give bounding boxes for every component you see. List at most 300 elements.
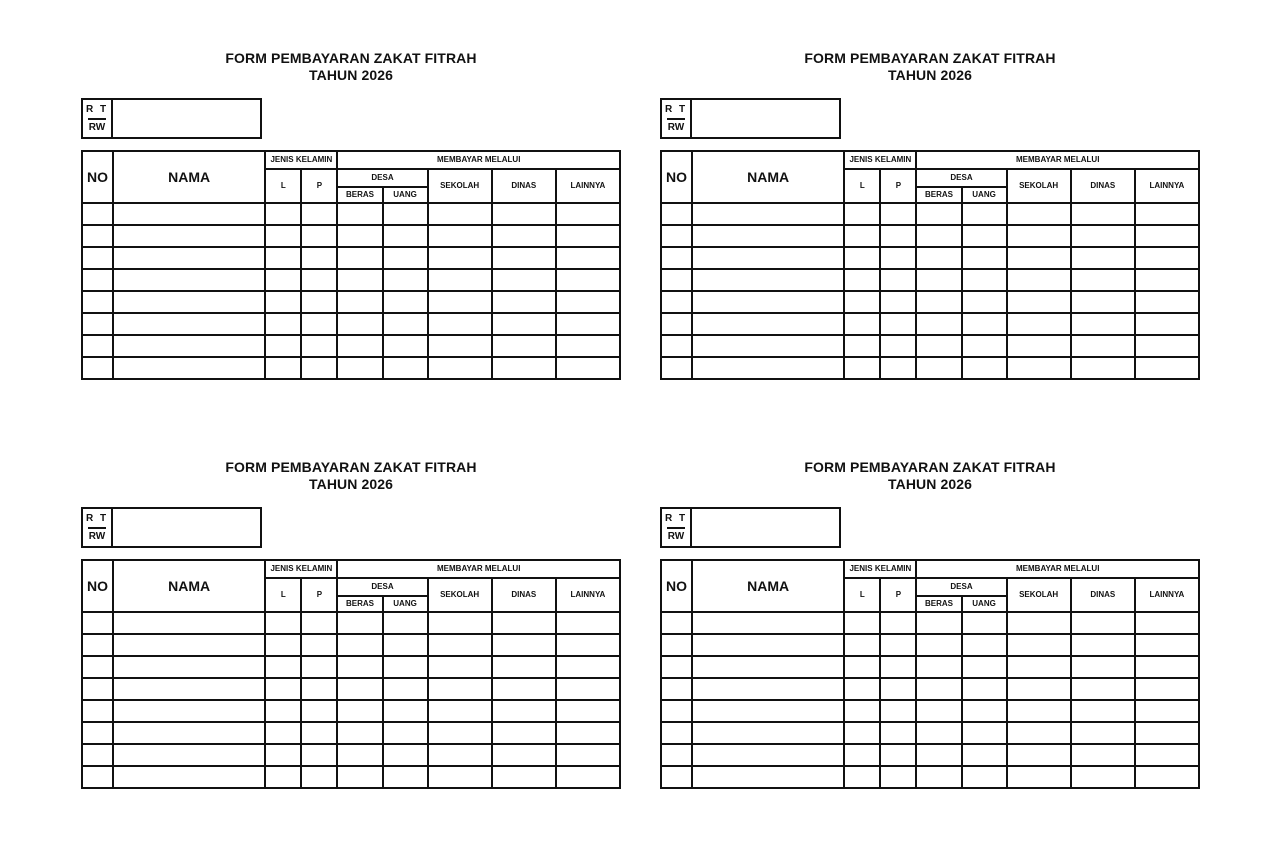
- cell-p[interactable]: [880, 634, 916, 656]
- cell-dinas[interactable]: [1071, 269, 1135, 291]
- cell-nama[interactable]: [113, 335, 265, 357]
- cell-no[interactable]: [661, 634, 692, 656]
- cell-beras[interactable]: [337, 722, 382, 744]
- cell-no[interactable]: [661, 313, 692, 335]
- cell-uang[interactable]: [962, 247, 1007, 269]
- cell-nama[interactable]: [113, 269, 265, 291]
- cell-lainnya[interactable]: [556, 612, 620, 634]
- cell-sekolah[interactable]: [428, 247, 492, 269]
- cell-uang[interactable]: [962, 357, 1007, 379]
- cell-lainnya[interactable]: [1135, 269, 1199, 291]
- cell-dinas[interactable]: [1071, 766, 1135, 788]
- cell-nama[interactable]: [692, 203, 844, 225]
- cell-dinas[interactable]: [492, 722, 556, 744]
- cell-dinas[interactable]: [1071, 656, 1135, 678]
- cell-sekolah[interactable]: [428, 203, 492, 225]
- cell-lainnya[interactable]: [1135, 656, 1199, 678]
- cell-no[interactable]: [661, 357, 692, 379]
- cell-sekolah[interactable]: [1007, 357, 1071, 379]
- cell-lainnya[interactable]: [556, 678, 620, 700]
- cell-l[interactable]: [844, 678, 880, 700]
- cell-lainnya[interactable]: [556, 335, 620, 357]
- cell-sekolah[interactable]: [428, 313, 492, 335]
- cell-nama[interactable]: [692, 700, 844, 722]
- cell-sekolah[interactable]: [1007, 612, 1071, 634]
- cell-no[interactable]: [82, 744, 113, 766]
- cell-p[interactable]: [301, 225, 337, 247]
- cell-nama[interactable]: [692, 313, 844, 335]
- cell-uang[interactable]: [383, 225, 428, 247]
- cell-beras[interactable]: [916, 722, 961, 744]
- rt-rw-box: [81, 507, 262, 548]
- rt-rw-input[interactable]: [692, 100, 839, 137]
- cell-p[interactable]: [301, 722, 337, 744]
- cell-dinas[interactable]: [492, 634, 556, 656]
- cell-nama[interactable]: [113, 634, 265, 656]
- cell-lainnya[interactable]: [1135, 766, 1199, 788]
- cell-uang[interactable]: [962, 203, 1007, 225]
- cell-nama[interactable]: [692, 357, 844, 379]
- cell-lainnya[interactable]: [1135, 612, 1199, 634]
- cell-nama[interactable]: [113, 744, 265, 766]
- cell-p[interactable]: [301, 357, 337, 379]
- cell-uang[interactable]: [383, 269, 428, 291]
- cell-nama[interactable]: [113, 766, 265, 788]
- cell-no[interactable]: [661, 678, 692, 700]
- cell-no[interactable]: [82, 678, 113, 700]
- cell-no[interactable]: [82, 313, 113, 335]
- cell-nama[interactable]: [113, 656, 265, 678]
- cell-nama[interactable]: [113, 722, 265, 744]
- cell-sekolah[interactable]: [1007, 700, 1071, 722]
- cell-no[interactable]: [82, 766, 113, 788]
- cell-nama[interactable]: [692, 247, 844, 269]
- cell-beras[interactable]: [916, 357, 961, 379]
- cell-no[interactable]: [82, 634, 113, 656]
- cell-beras[interactable]: [337, 612, 382, 634]
- cell-beras[interactable]: [916, 678, 961, 700]
- cell-p[interactable]: [301, 313, 337, 335]
- cell-l[interactable]: [844, 744, 880, 766]
- cell-beras[interactable]: [916, 313, 961, 335]
- cell-p[interactable]: [880, 766, 916, 788]
- cell-uang[interactable]: [383, 744, 428, 766]
- cell-beras[interactable]: [337, 700, 382, 722]
- cell-p[interactable]: [301, 203, 337, 225]
- cell-p[interactable]: [301, 634, 337, 656]
- cell-dinas[interactable]: [492, 678, 556, 700]
- cell-dinas[interactable]: [492, 291, 556, 313]
- cell-uang[interactable]: [383, 766, 428, 788]
- cell-p[interactable]: [880, 313, 916, 335]
- cell-l[interactable]: [844, 247, 880, 269]
- cell-sekolah[interactable]: [428, 612, 492, 634]
- cell-l[interactable]: [844, 722, 880, 744]
- cell-p[interactable]: [301, 269, 337, 291]
- cell-l[interactable]: [844, 335, 880, 357]
- cell-beras[interactable]: [337, 269, 382, 291]
- cell-no[interactable]: [661, 269, 692, 291]
- cell-lainnya[interactable]: [556, 225, 620, 247]
- cell-uang[interactable]: [383, 313, 428, 335]
- cell-p[interactable]: [880, 247, 916, 269]
- cell-uang[interactable]: [962, 269, 1007, 291]
- cell-uang[interactable]: [383, 678, 428, 700]
- cell-lainnya[interactable]: [1135, 722, 1199, 744]
- cell-l[interactable]: [844, 357, 880, 379]
- rt-rw-input[interactable]: [113, 100, 260, 137]
- cell-uang[interactable]: [962, 656, 1007, 678]
- cell-lainnya[interactable]: [1135, 700, 1199, 722]
- rt-rw-input[interactable]: [113, 509, 260, 546]
- cell-lainnya[interactable]: [1135, 744, 1199, 766]
- cell-p[interactable]: [880, 700, 916, 722]
- table-row: [661, 335, 1199, 357]
- cell-sekolah[interactable]: [428, 722, 492, 744]
- cell-uang[interactable]: [962, 225, 1007, 247]
- cell-l[interactable]: [265, 656, 301, 678]
- cell-p[interactable]: [301, 656, 337, 678]
- cell-nama[interactable]: [692, 291, 844, 313]
- cell-sekolah[interactable]: [428, 335, 492, 357]
- cell-l[interactable]: [844, 700, 880, 722]
- cell-dinas[interactable]: [1071, 700, 1135, 722]
- cell-lainnya[interactable]: [1135, 313, 1199, 335]
- cell-l[interactable]: [265, 612, 301, 634]
- cell-lainnya[interactable]: [1135, 357, 1199, 379]
- cell-sekolah[interactable]: [428, 766, 492, 788]
- cell-dinas[interactable]: [1071, 357, 1135, 379]
- cell-p[interactable]: [880, 722, 916, 744]
- cell-beras[interactable]: [337, 678, 382, 700]
- cell-p[interactable]: [880, 612, 916, 634]
- cell-p[interactable]: [880, 656, 916, 678]
- cell-nama[interactable]: [113, 225, 265, 247]
- cell-nama[interactable]: [113, 700, 265, 722]
- cell-dinas[interactable]: [1071, 225, 1135, 247]
- cell-dinas[interactable]: [1071, 722, 1135, 744]
- cell-dinas[interactable]: [492, 656, 556, 678]
- cell-nama[interactable]: [692, 656, 844, 678]
- cell-lainnya[interactable]: [556, 269, 620, 291]
- cell-beras[interactable]: [337, 203, 382, 225]
- cell-lainnya[interactable]: [556, 656, 620, 678]
- cell-l[interactable]: [265, 357, 301, 379]
- cell-beras[interactable]: [916, 744, 961, 766]
- cell-sekolah[interactable]: [1007, 269, 1071, 291]
- cell-dinas[interactable]: [492, 766, 556, 788]
- cell-l[interactable]: [265, 700, 301, 722]
- cell-lainnya[interactable]: [556, 357, 620, 379]
- cell-sekolah[interactable]: [428, 744, 492, 766]
- cell-uang[interactable]: [383, 634, 428, 656]
- cell-beras[interactable]: [337, 247, 382, 269]
- cell-beras[interactable]: [916, 700, 961, 722]
- cell-nama[interactable]: [692, 744, 844, 766]
- cell-beras[interactable]: [916, 335, 961, 357]
- table-row: [82, 700, 620, 722]
- cell-l[interactable]: [265, 678, 301, 700]
- cell-beras[interactable]: [916, 291, 961, 313]
- cell-beras[interactable]: [916, 766, 961, 788]
- cell-no[interactable]: [82, 247, 113, 269]
- cell-no[interactable]: [661, 766, 692, 788]
- cell-p[interactable]: [301, 744, 337, 766]
- cell-sekolah[interactable]: [1007, 766, 1071, 788]
- cell-uang[interactable]: [962, 612, 1007, 634]
- cell-l[interactable]: [265, 291, 301, 313]
- cell-lainnya[interactable]: [556, 722, 620, 744]
- cell-beras[interactable]: [337, 766, 382, 788]
- cell-no[interactable]: [82, 700, 113, 722]
- cell-sekolah[interactable]: [428, 291, 492, 313]
- cell-no[interactable]: [82, 357, 113, 379]
- cell-l[interactable]: [844, 269, 880, 291]
- cell-lainnya[interactable]: [556, 766, 620, 788]
- cell-p[interactable]: [880, 678, 916, 700]
- cell-nama[interactable]: [113, 203, 265, 225]
- cell-dinas[interactable]: [1071, 291, 1135, 313]
- cell-nama[interactable]: [113, 357, 265, 379]
- cell-nama[interactable]: [113, 612, 265, 634]
- cell-no[interactable]: [661, 722, 692, 744]
- cell-sekolah[interactable]: [1007, 744, 1071, 766]
- cell-p[interactable]: [301, 612, 337, 634]
- cell-lainnya[interactable]: [1135, 291, 1199, 313]
- cell-l[interactable]: [265, 766, 301, 788]
- cell-p[interactable]: [301, 700, 337, 722]
- cell-nama[interactable]: [692, 634, 844, 656]
- cell-sekolah[interactable]: [1007, 225, 1071, 247]
- cell-dinas[interactable]: [492, 357, 556, 379]
- cell-sekolah[interactable]: [1007, 656, 1071, 678]
- cell-uang[interactable]: [962, 291, 1007, 313]
- cell-dinas[interactable]: [1071, 612, 1135, 634]
- cell-no[interactable]: [82, 291, 113, 313]
- cell-l[interactable]: [844, 313, 880, 335]
- cell-lainnya[interactable]: [1135, 203, 1199, 225]
- cell-beras[interactable]: [337, 357, 382, 379]
- cell-lainnya[interactable]: [556, 203, 620, 225]
- cell-sekolah[interactable]: [1007, 203, 1071, 225]
- cell-l[interactable]: [265, 634, 301, 656]
- cell-nama[interactable]: [692, 335, 844, 357]
- cell-beras[interactable]: [337, 225, 382, 247]
- cell-uang[interactable]: [962, 634, 1007, 656]
- cell-no[interactable]: [82, 722, 113, 744]
- cell-sekolah[interactable]: [428, 225, 492, 247]
- cell-l[interactable]: [844, 203, 880, 225]
- cell-l[interactable]: [844, 656, 880, 678]
- cell-uang[interactable]: [962, 700, 1007, 722]
- cell-no[interactable]: [82, 656, 113, 678]
- cell-no[interactable]: [661, 247, 692, 269]
- cell-nama[interactable]: [113, 247, 265, 269]
- cell-uang[interactable]: [383, 335, 428, 357]
- rt-rw-box: [660, 98, 841, 139]
- header-sekolah: SEKOLAH: [428, 578, 492, 612]
- cell-p[interactable]: [880, 269, 916, 291]
- cell-no[interactable]: [661, 291, 692, 313]
- cell-l[interactable]: [265, 722, 301, 744]
- cell-beras[interactable]: [916, 225, 961, 247]
- cell-dinas[interactable]: [1071, 634, 1135, 656]
- cell-uang[interactable]: [383, 247, 428, 269]
- cell-beras[interactable]: [916, 634, 961, 656]
- cell-l[interactable]: [844, 291, 880, 313]
- cell-sekolah[interactable]: [428, 269, 492, 291]
- cell-dinas[interactable]: [492, 225, 556, 247]
- cell-uang[interactable]: [383, 357, 428, 379]
- cell-uang[interactable]: [962, 744, 1007, 766]
- cell-uang[interactable]: [383, 722, 428, 744]
- cell-beras[interactable]: [916, 203, 961, 225]
- cell-no[interactable]: [82, 225, 113, 247]
- cell-no[interactable]: [82, 612, 113, 634]
- cell-uang[interactable]: [383, 700, 428, 722]
- cell-sekolah[interactable]: [1007, 247, 1071, 269]
- cell-beras[interactable]: [337, 634, 382, 656]
- cell-p[interactable]: [880, 291, 916, 313]
- cell-dinas[interactable]: [1071, 335, 1135, 357]
- cell-nama[interactable]: [113, 678, 265, 700]
- cell-beras[interactable]: [337, 291, 382, 313]
- cell-dinas[interactable]: [1071, 247, 1135, 269]
- cell-l[interactable]: [265, 225, 301, 247]
- cell-sekolah[interactable]: [428, 357, 492, 379]
- header-p: P: [301, 578, 337, 612]
- cell-dinas[interactable]: [492, 700, 556, 722]
- cell-uang[interactable]: [383, 203, 428, 225]
- cell-sekolah[interactable]: [1007, 335, 1071, 357]
- cell-sekolah[interactable]: [428, 634, 492, 656]
- cell-dinas[interactable]: [492, 203, 556, 225]
- cell-p[interactable]: [880, 335, 916, 357]
- cell-sekolah[interactable]: [428, 656, 492, 678]
- cell-l[interactable]: [265, 269, 301, 291]
- cell-l[interactable]: [265, 744, 301, 766]
- cell-l[interactable]: [844, 634, 880, 656]
- cell-lainnya[interactable]: [556, 247, 620, 269]
- cell-no[interactable]: [661, 225, 692, 247]
- cell-nama[interactable]: [692, 612, 844, 634]
- cell-dinas[interactable]: [1071, 744, 1135, 766]
- cell-lainnya[interactable]: [1135, 225, 1199, 247]
- cell-no[interactable]: [661, 656, 692, 678]
- cell-sekolah[interactable]: [1007, 313, 1071, 335]
- cell-nama[interactable]: [113, 313, 265, 335]
- cell-p[interactable]: [880, 744, 916, 766]
- cell-beras[interactable]: [337, 656, 382, 678]
- cell-beras[interactable]: [916, 612, 961, 634]
- cell-no[interactable]: [661, 203, 692, 225]
- cell-dinas[interactable]: [1071, 203, 1135, 225]
- cell-uang[interactable]: [383, 656, 428, 678]
- cell-dinas[interactable]: [1071, 313, 1135, 335]
- cell-lainnya[interactable]: [1135, 678, 1199, 700]
- rt-rw-input[interactable]: [692, 509, 839, 546]
- cell-beras[interactable]: [916, 269, 961, 291]
- cell-uang[interactable]: [962, 678, 1007, 700]
- cell-p[interactable]: [880, 225, 916, 247]
- cell-lainnya[interactable]: [556, 291, 620, 313]
- cell-dinas[interactable]: [1071, 678, 1135, 700]
- cell-no[interactable]: [82, 203, 113, 225]
- cell-nama[interactable]: [692, 225, 844, 247]
- cell-nama[interactable]: [692, 269, 844, 291]
- cell-l[interactable]: [844, 225, 880, 247]
- cell-dinas[interactable]: [492, 269, 556, 291]
- cell-no[interactable]: [661, 335, 692, 357]
- cell-sekolah[interactable]: [428, 678, 492, 700]
- cell-nama[interactable]: [692, 678, 844, 700]
- cell-dinas[interactable]: [492, 335, 556, 357]
- cell-uang[interactable]: [962, 722, 1007, 744]
- cell-p[interactable]: [301, 291, 337, 313]
- cell-lainnya[interactable]: [1135, 335, 1199, 357]
- cell-l[interactable]: [844, 766, 880, 788]
- cell-beras[interactable]: [916, 247, 961, 269]
- cell-lainnya[interactable]: [556, 634, 620, 656]
- cell-dinas[interactable]: [492, 313, 556, 335]
- cell-uang[interactable]: [962, 313, 1007, 335]
- cell-beras[interactable]: [916, 656, 961, 678]
- cell-lainnya[interactable]: [556, 700, 620, 722]
- cell-dinas[interactable]: [492, 247, 556, 269]
- cell-nama[interactable]: [692, 722, 844, 744]
- cell-no[interactable]: [82, 335, 113, 357]
- cell-dinas[interactable]: [492, 744, 556, 766]
- cell-lainnya[interactable]: [556, 313, 620, 335]
- cell-beras[interactable]: [337, 744, 382, 766]
- cell-p[interactable]: [301, 247, 337, 269]
- cell-l[interactable]: [265, 335, 301, 357]
- cell-no[interactable]: [82, 269, 113, 291]
- cell-beras[interactable]: [337, 335, 382, 357]
- cell-no[interactable]: [661, 612, 692, 634]
- cell-sekolah[interactable]: [428, 700, 492, 722]
- cell-sekolah[interactable]: [1007, 678, 1071, 700]
- cell-p[interactable]: [301, 766, 337, 788]
- cell-nama[interactable]: [113, 291, 265, 313]
- cell-sekolah[interactable]: [1007, 291, 1071, 313]
- cell-l[interactable]: [844, 612, 880, 634]
- cell-sekolah[interactable]: [1007, 634, 1071, 656]
- cell-lainnya[interactable]: [556, 744, 620, 766]
- cell-beras[interactable]: [337, 313, 382, 335]
- cell-p[interactable]: [880, 357, 916, 379]
- cell-dinas[interactable]: [492, 612, 556, 634]
- header-l: L: [844, 578, 880, 612]
- cell-no[interactable]: [661, 700, 692, 722]
- cell-nama[interactable]: [692, 766, 844, 788]
- cell-no[interactable]: [661, 744, 692, 766]
- cell-l[interactable]: [265, 247, 301, 269]
- cell-p[interactable]: [301, 678, 337, 700]
- cell-lainnya[interactable]: [1135, 247, 1199, 269]
- cell-uang[interactable]: [383, 291, 428, 313]
- cell-p[interactable]: [301, 335, 337, 357]
- cell-l[interactable]: [265, 313, 301, 335]
- form-title: [75, 50, 627, 84]
- cell-uang[interactable]: [383, 612, 428, 634]
- cell-l[interactable]: [265, 203, 301, 225]
- cell-p[interactable]: [880, 203, 916, 225]
- cell-uang[interactable]: [962, 766, 1007, 788]
- cell-uang[interactable]: [962, 335, 1007, 357]
- cell-lainnya[interactable]: [1135, 634, 1199, 656]
- cell-sekolah[interactable]: [1007, 722, 1071, 744]
